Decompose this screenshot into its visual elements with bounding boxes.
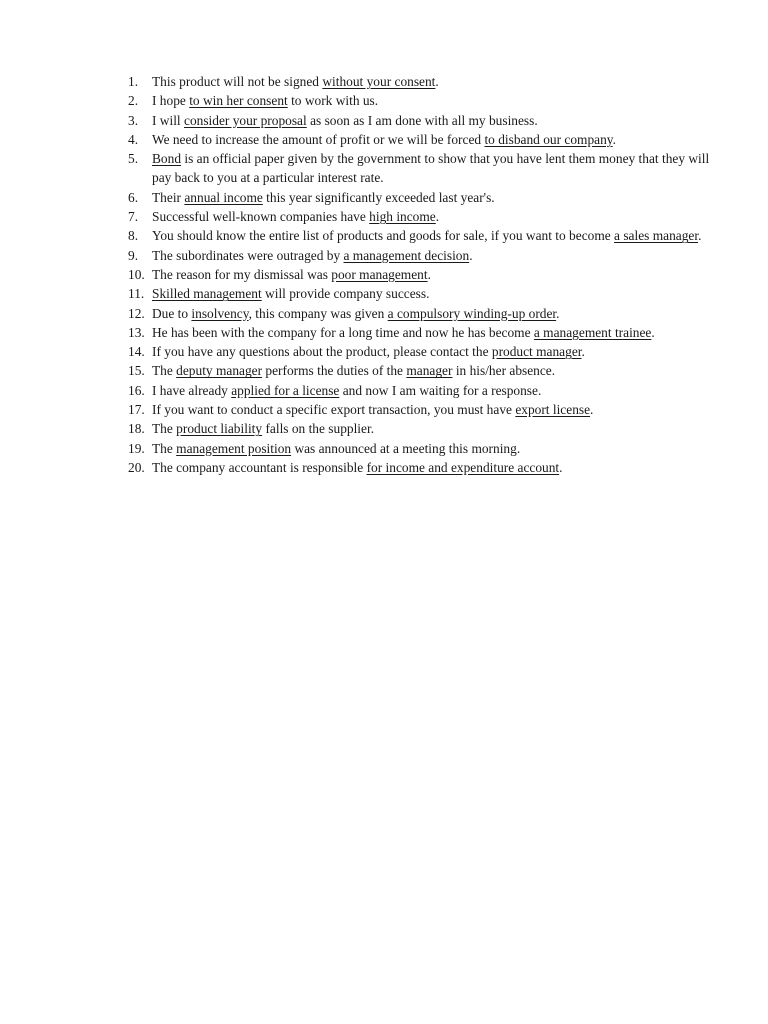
list-item [128,265,728,284]
item-number: 16. [128,382,145,398]
sentence-fragment: I have already [152,382,232,398]
sentence-fragment: . [698,228,702,244]
item-text [152,460,563,475]
item-number: 8. [128,228,139,244]
item-number: 9. [128,247,139,263]
item-text [152,267,431,282]
sentence-fragment: If you want to conduct a specific export transaction, you must have [152,402,516,418]
item-number: 18. [128,421,145,437]
underlined-term: export license [515,402,591,418]
item-text [152,113,538,128]
sentence-fragment: The company accountant is responsible [152,459,367,475]
sentence-fragment: will provide company success. [261,286,430,302]
underlined-term: to disband our company [484,131,613,147]
sentence-fragment: and now I am waiting for a response. [339,382,542,398]
underlined-term: insolvency [191,305,249,321]
item-text [152,248,473,263]
sentence-fragment: The reason for my dismissal was [152,266,332,282]
sentence-fragment: performs the duties of the [262,363,407,379]
item-number: 7. [128,209,139,225]
sentence-list [128,72,728,477]
item-number: 5. [128,151,139,167]
sentence-fragment: . [612,131,616,147]
item-text [152,441,520,456]
item-number: 4. [128,131,139,147]
sentence-fragment: in his/her absence. [452,363,556,379]
list-item [128,207,728,226]
sentence-fragment: . [427,266,431,282]
sentence-fragment: to work with us. [287,93,379,109]
sentence-fragment: The [152,440,177,456]
sentence-fragment: Due to [152,305,192,321]
sentence-fragment: We need to increase the amount of profit or we will be forced [152,131,485,147]
list-item [128,188,728,207]
list-item [128,149,728,188]
sentence-fragment: . [559,459,563,475]
sentence-fragment: falls on the supplier. [262,421,375,437]
sentence-fragment: The [152,363,177,379]
item-number: 6. [128,189,139,205]
sentence-fragment: was announced at a meeting this morning. [291,440,521,456]
item-text [152,421,374,436]
sentence-fragment: this year significantly exceeded last year's. [262,189,495,205]
sentence-fragment: . [590,402,594,418]
item-text [152,325,655,340]
sentence-fragment: . [469,247,473,263]
underlined-term: applied for a license [231,382,340,398]
sentence-fragment: . [435,74,439,89]
list-item [128,419,728,438]
item-text [152,93,378,108]
sentence-fragment: If you have any questions about the product, please contact the [152,344,492,360]
underlined-term: consider your proposal [184,112,307,128]
sentence-fragment: You should know the entire list of products and goods for sale, if you want to become [152,228,615,244]
item-text [152,190,495,205]
sentence-fragment: The subordinates were outraged by [152,247,344,263]
sentence-fragment: Successful well-known companies have [152,209,370,225]
underlined-term: annual income [184,189,263,205]
item-text [152,74,439,89]
list-item [128,226,728,245]
sentence-fragment: This product will not be signed [152,74,323,89]
sentence-fragment: The [152,421,177,437]
underlined-term: high income [369,209,436,225]
item-text [152,363,555,378]
item-number: 13. [128,324,145,340]
list-item [128,361,728,380]
sentence-fragment: Their [152,189,185,205]
item-text [152,132,616,147]
item-number: 3. [128,112,139,128]
item-text [152,402,593,417]
item-number: 1. [128,74,139,89]
sentence-fragment: I hope [152,93,190,109]
item-number: 14. [128,344,145,360]
item-text [152,228,701,243]
list-item [128,381,728,400]
item-text [152,344,585,359]
sentence-fragment: . [435,209,440,225]
list-item [128,439,728,458]
list-item [128,400,728,419]
item-text [152,209,439,224]
item-text [152,151,709,185]
item-text [152,306,560,321]
item-number: 12. [128,305,145,321]
underlined-term: Bond [152,151,182,167]
list-item [128,130,728,149]
underlined-term: poor management [331,266,428,282]
underlined-term: a management trainee [533,324,652,340]
list-item [128,246,728,265]
list-item [128,72,728,91]
underlined-term: management position [176,440,292,456]
underlined-term: deputy manager [176,363,263,379]
item-number: 2. [128,93,139,109]
list-item [128,304,728,323]
item-number: 11. [128,286,145,302]
item-number: 19. [128,440,145,456]
item-number: 17. [128,402,145,418]
list-item [128,111,728,130]
sentence-fragment: . [556,305,560,321]
list-item [128,323,728,342]
item-text [152,383,541,398]
underlined-term: manager [406,363,453,379]
underlined-term: product manager [491,344,582,360]
list-item [128,91,728,110]
sentence-fragment: , this company was given [248,305,388,321]
sentence-fragment: is an official paper given by the government to show that you have lent them money that they will pay back to you at a particular interest rate. [152,151,710,186]
item-number: 20. [128,459,145,475]
item-number: 15. [128,363,145,379]
underlined-term: without your consent [322,74,436,89]
list-item [128,284,728,303]
underlined-term: Skilled management [152,286,262,302]
item-number: 10. [128,266,145,282]
sentence-fragment: . [581,344,585,360]
underlined-term: a compulsory winding-up order [387,305,557,321]
item-text [152,286,429,301]
underlined-term: product liability [176,421,263,437]
sentence-fragment: I will [152,112,184,128]
underlined-term: for income and expenditure account [366,459,560,475]
sentence-fragment: . [651,324,655,340]
underlined-term: to win her consent [189,93,288,109]
sentence-fragment: He has been with the company for a long time and now he has become [152,324,534,340]
list-item [128,458,728,477]
underlined-term: a sales manager [614,228,699,244]
sentence-fragment: as soon as I am done with all my business. [306,112,538,128]
underlined-term: a management decision [343,247,470,263]
list-item [128,342,728,361]
